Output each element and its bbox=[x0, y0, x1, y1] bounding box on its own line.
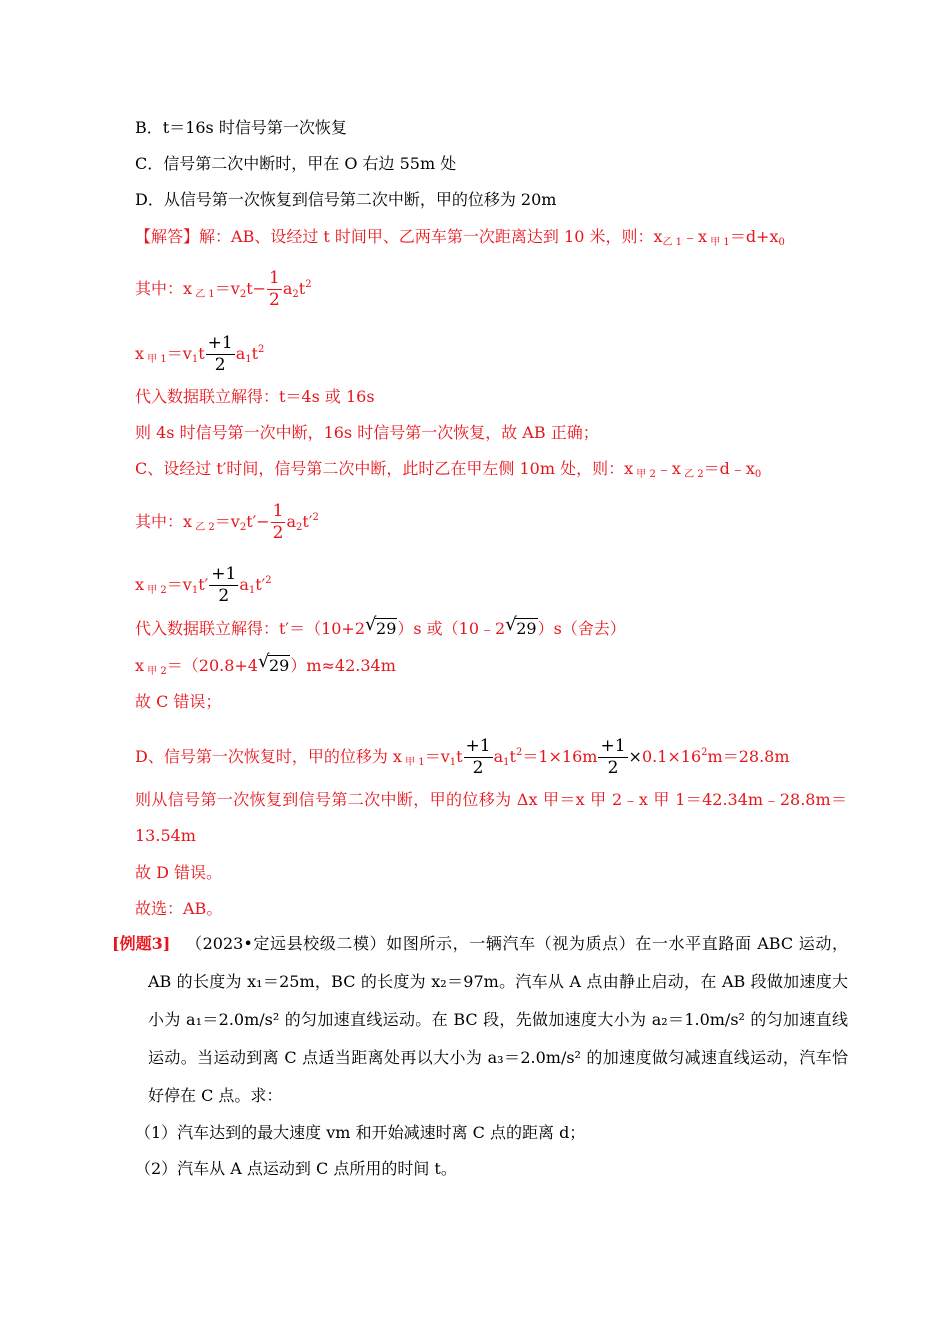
example-body: （2023•定远县校级二模）如图所示，一辆汽车（视为质点）在一水平直路面 ABC 运动，AB 的长度为 x₁＝25m，BC 的长度为 x₂＝97m。汽车从 A 点由静止启动，在 AB 段做加速度大小为 a₁＝2.0m/s² 的匀加速直线运动。在 BC 段，先做加速度大小为 a₂＝1.0m/s² 的匀加速直线运动。当运动到离 C 点适当距离处再以大小为 a₃＝2.0m/s² 的加速度做匀减速直线运动，汽车恰好停在 C 点。求： bbox=[148, 934, 848, 1105]
option-c: C．信号第二次中断时，甲在 O 右边 55m 处 bbox=[135, 154, 457, 173]
equation-x-jia-1: x $_{甲 1}=v_1t$ $\frac{+1}{2}$ $a_1t^2$ bbox=[135, 333, 265, 375]
answer-intro: 【解答】解：AB、设经过 t 时间甲、乙两车第一次距离达到 10 米，则：$x_{乙 1}﹣x$ $_{甲 1}=d+x_0$ bbox=[135, 227, 785, 248]
equation-x-jia-2: x $_{甲 2}=v_1t'$ $\frac{+1}{2}$ $a_1t'^2$ bbox=[135, 564, 272, 606]
answer-line-5: 则 4s 时信号第一次中断，16s 时信号第一次恢复，故 AB 正确； bbox=[135, 423, 599, 442]
answer-tag: 【解答】 bbox=[135, 227, 200, 246]
option-b: B．t＝16s 时信号第一次恢复 bbox=[135, 118, 347, 137]
equation-x-yi-1: 其中：x $_{乙 1}=v_2t-$ $\frac{1}{2}$ $a_2t^2$ bbox=[135, 268, 312, 310]
question-1: （1）汽车达到的最大速度 vm 和开始减速时离 C 点的距离 d； bbox=[135, 1123, 586, 1142]
option-d: D．从信号第一次恢复到信号第二次中断，甲的位移为 20m bbox=[135, 190, 557, 209]
question-2: （2）汽车从 A 点运动到 C 点所用的时间 t。 bbox=[135, 1159, 457, 1178]
answer-line-12: D、信号第一次恢复时，甲的位移为 x $_{甲 1}=v_1t$ $\frac{+1}{2}$ $a_1t^2=1\times 16m$ $\frac{+1}{2}$ $\times 0.1\times 16^2m=28.8m$ bbox=[135, 736, 790, 778]
answer-line-14: 故 D 错误。 bbox=[135, 863, 223, 882]
answer-line-10: x $_{甲 2}$＝（20.8+4 √ 29）m≈42.34m bbox=[135, 651, 396, 677]
answer-line-4: 代入数据联立解得：t＝4s 或 16s bbox=[135, 387, 375, 406]
equation-x-yi-2: 其中：x $_{乙 2}=v_2t'-$ $\frac{1}{2}$ $a_2t'^2$ bbox=[135, 501, 319, 543]
answer-line-13: 则从信号第一次恢复到信号第二次中断，甲的位移为 Δx 甲＝x 甲 2﹣x 甲 1＝42.34m﹣28.8m＝13.54m bbox=[135, 790, 847, 845]
answer-line-9: 代入数据联立解得：t′＝（10+2 √ 29）s 或（10﹣2 √ 29）s（舍去） bbox=[135, 614, 626, 638]
answer-line-15: 故选：AB。 bbox=[135, 899, 223, 918]
example-tag: [例题3] bbox=[112, 934, 171, 953]
answer-line-6: C、设经过 t′时间，信号第二次中断，此时乙在甲左侧 10m 处，则：x $_{甲 2}$﹣x $_{乙 2}=d﹣x_0$ bbox=[135, 459, 762, 480]
answer-line-11: 故 C 错误； bbox=[135, 692, 222, 711]
